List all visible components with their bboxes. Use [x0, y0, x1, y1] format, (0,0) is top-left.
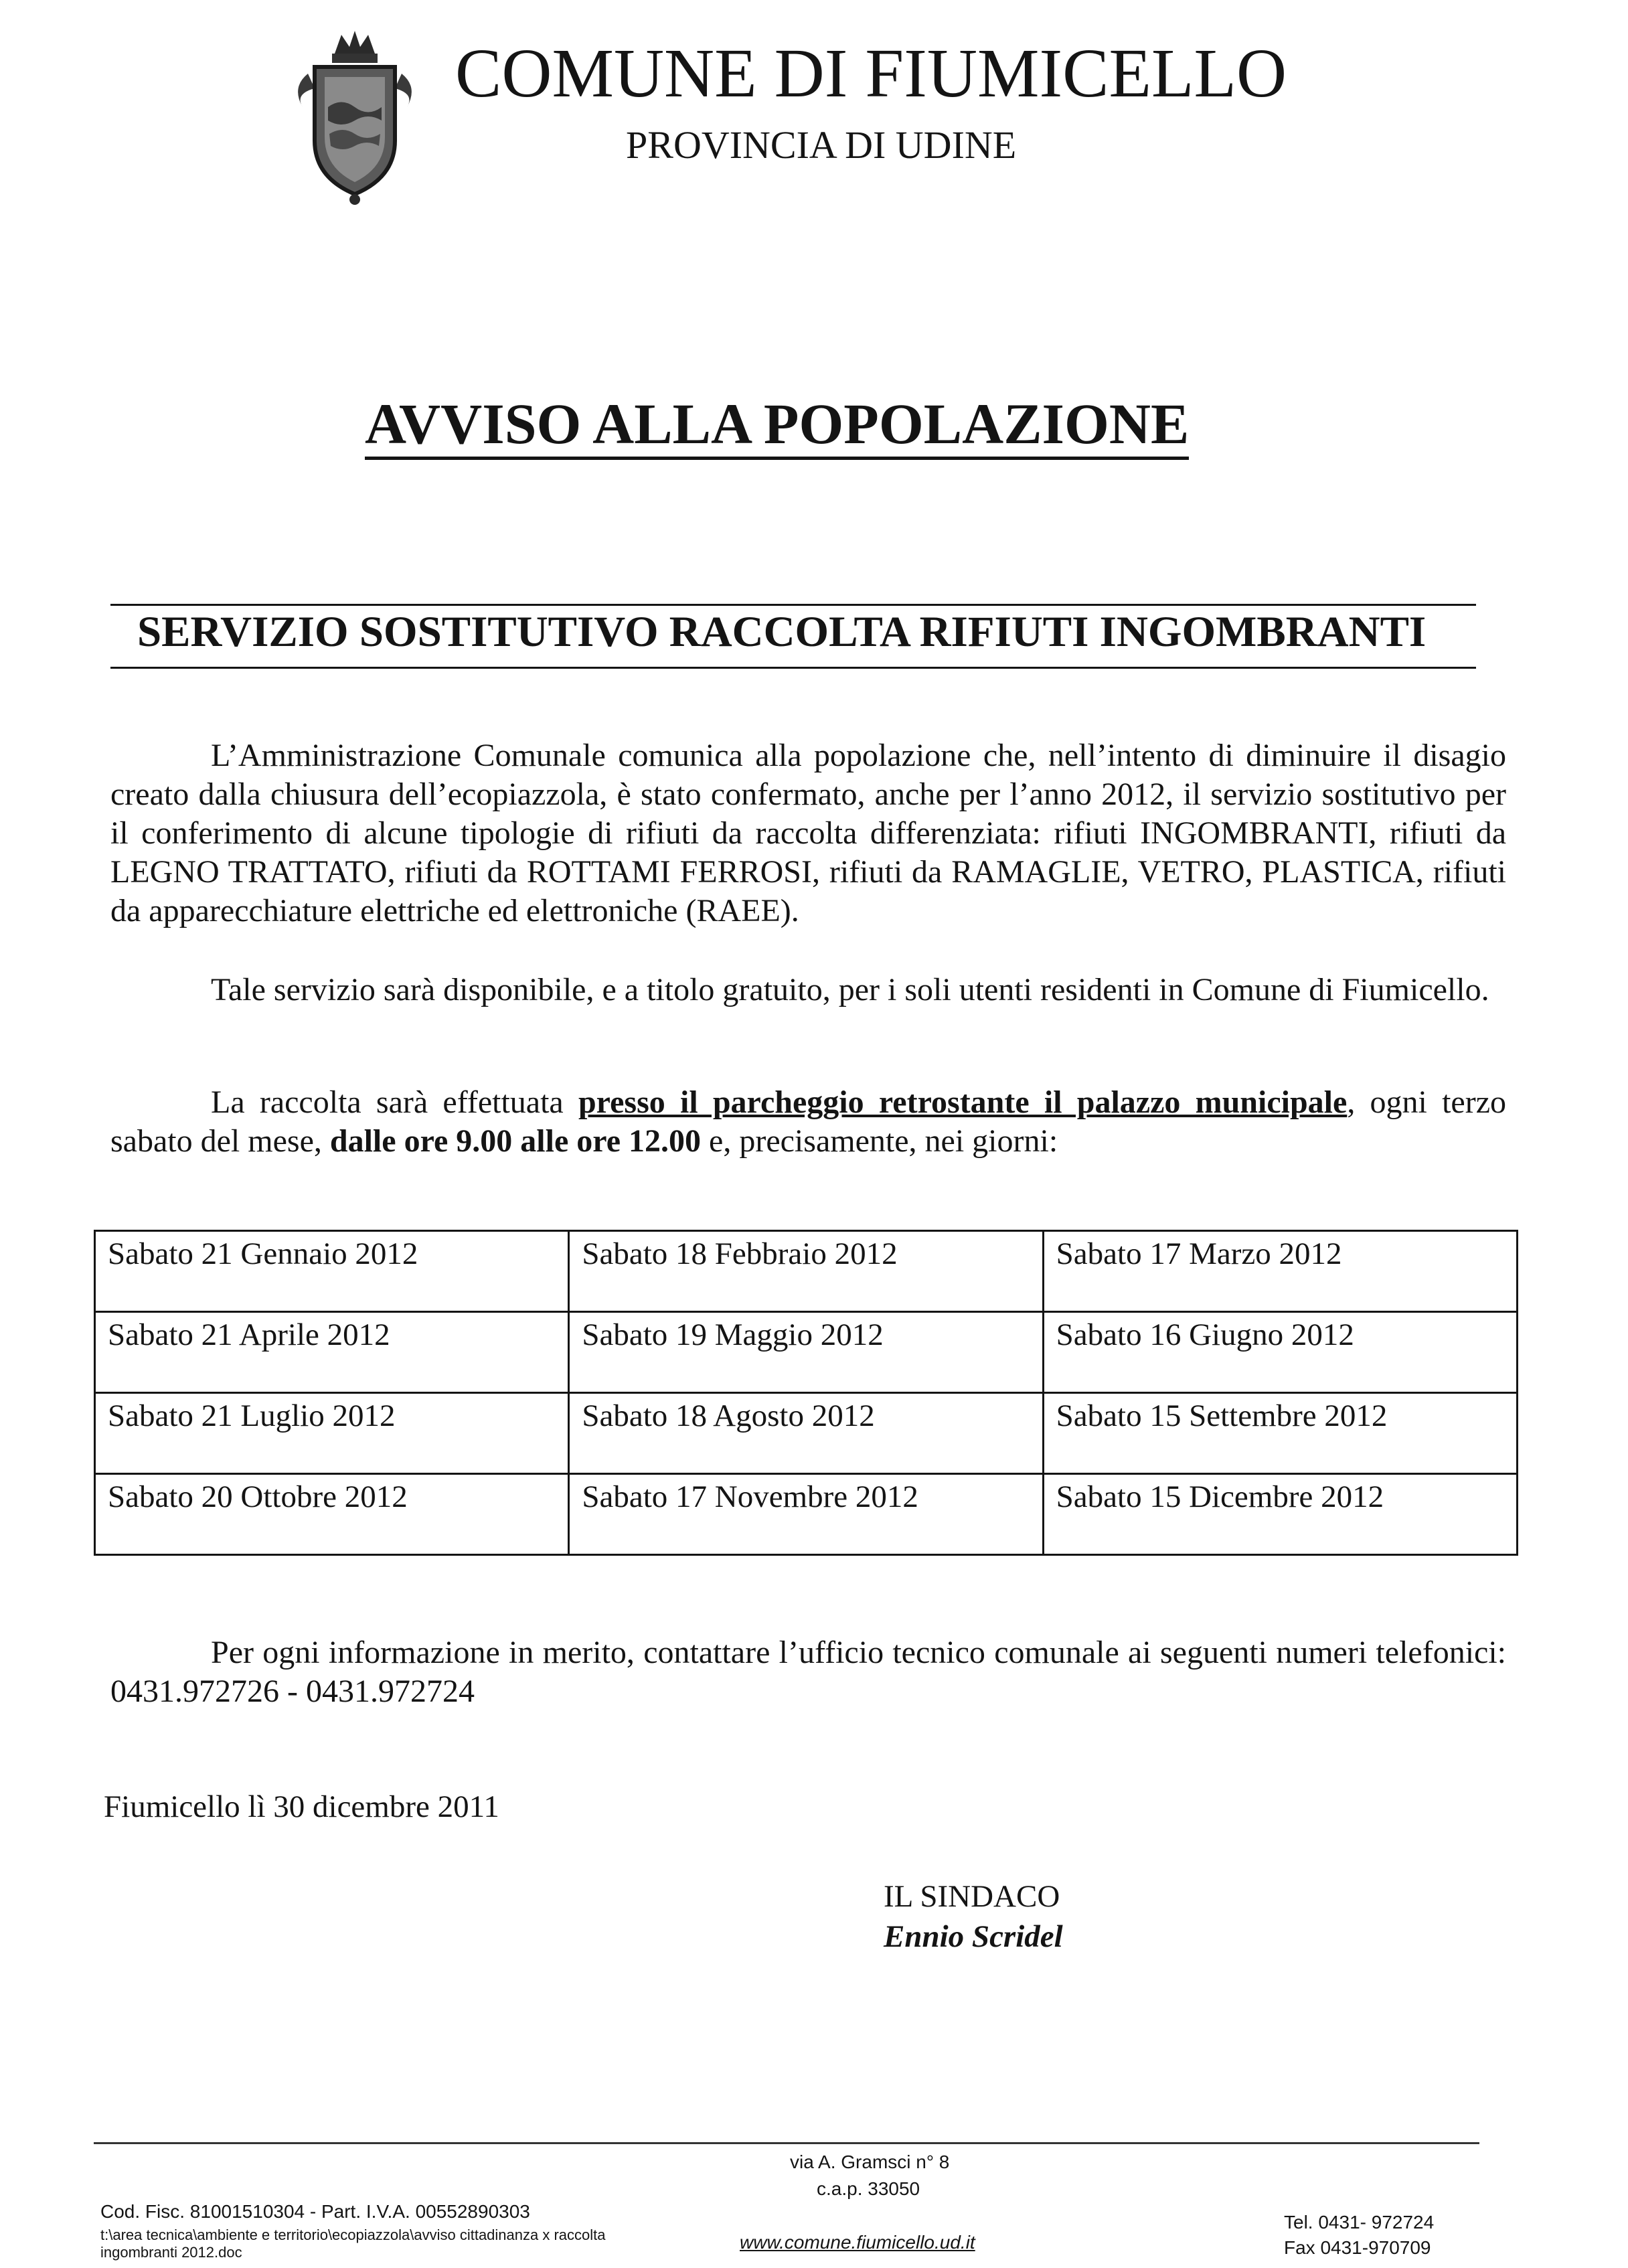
- collection-hours: dalle ore 9.00 alle ore 12.00: [329, 1123, 702, 1159]
- signatory-name: Ennio Scridel: [884, 1919, 1063, 1954]
- footer-divider: [94, 2142, 1479, 2144]
- schedule-date-cell: Sabato 18 Agosto 2012: [569, 1393, 1043, 1474]
- date-place-line: Fiumicello lì 30 dicembre 2011: [104, 1789, 499, 1824]
- table-row: [95, 1393, 1518, 1474]
- table-row: [95, 1312, 1518, 1393]
- collection-frequency: , ogni terzo sabato del mese,: [110, 1084, 1507, 1159]
- paragraph-contact-info: Per ogni informazione in merito, contattare l’ufficio tecnico comunale ai seguenti numeri telefonici: 0431.972726 - 0431.972724: [110, 1635, 1506, 1709]
- footer-fax: Fax 0431-970709: [1284, 2237, 1431, 2258]
- footer-website-link[interactable]: www.comune.fiumicello.ud.it: [740, 2232, 975, 2253]
- footer-tax-codes: Cod. Fisc. 81001510304 - Part. I.V.A. 00552890303: [100, 2201, 530, 2222]
- schedule-date-cell: Sabato 15 Dicembre 2012: [1043, 1474, 1517, 1555]
- table-row: [95, 1231, 1518, 1312]
- schedule-date-cell: Sabato 21 Gennaio 2012: [95, 1231, 569, 1312]
- province-subtitle: PROVINCIA DI UDINE: [626, 123, 1017, 167]
- table-row: [95, 1474, 1518, 1555]
- schedule-date-cell: Sabato 21 Aprile 2012: [95, 1312, 569, 1393]
- municipality-title: COMUNE DI FIUMICELLO: [455, 35, 1287, 112]
- collection-outro-text: e, precisamente, nei giorni:: [709, 1123, 1058, 1159]
- schedule-date-cell: Sabato 17 Novembre 2012: [569, 1474, 1043, 1555]
- divider: [110, 604, 1476, 606]
- signatory-title: IL SINDACO: [884, 1879, 1060, 1914]
- schedule-date-cell: Sabato 16 Giugno 2012: [1043, 1312, 1517, 1393]
- collection-schedule-table: [94, 1230, 1518, 1556]
- notice-title: AVVISO ALLA POPOLAZIONE: [365, 395, 1189, 460]
- collection-location: presso il parcheggio retrostante il palazzo municipale: [578, 1084, 1348, 1120]
- schedule-date-cell: Sabato 19 Maggio 2012: [569, 1312, 1043, 1393]
- schedule-date-cell: Sabato 17 Marzo 2012: [1043, 1231, 1517, 1312]
- footer-telephone: Tel. 0431- 972724: [1284, 2212, 1435, 2233]
- paragraph-availability: Tale servizio sarà disponibile, e a titolo gratuito, per i soli utenti residenti in Comune di Fiumicello.: [211, 972, 1489, 1007]
- schedule-date-cell: Sabato 21 Luglio 2012: [95, 1393, 569, 1474]
- municipal-coat-of-arms-icon: [288, 27, 422, 208]
- footer-file-path: t:\area tecnica\ambiente e territorio\ecopiazzola\avviso cittadinanza x raccolta ingombranti 2012.doc: [100, 2226, 606, 2261]
- schedule-date-cell: Sabato 20 Ottobre 2012: [95, 1474, 569, 1555]
- paragraph-announcement: L’Amministrazione Comunale comunica alla popolazione che, nell’intento di diminuire il disagio creato dalla chiusura dell’ecopiazzola, è stato confermato, anche per l’anno 2012, il servizio sostitutivo per il conferimento di alcune tipologie di rifiuti da raccolta differenziata: rifiuti INGOMBRANTI, rifiuti da LEGNO TRATTATO, rifiuti da ROTTAMI FERROSI, rifiuti da RAMAGLIE, VETRO, PLASTICA, rifiuti da apparecchiature elettriche ed elettroniche (RAEE).: [110, 738, 1506, 928]
- footer-address: via A. Gramsci n° 8: [790, 2152, 950, 2172]
- paragraph-collection-details: [110, 1083, 1506, 1161]
- footer-postal-code: c.a.p. 33050: [817, 2178, 920, 2199]
- service-title: SERVIZIO SOSTITUTIVO RACCOLTA RIFIUTI INGOMBRANTI: [137, 608, 1427, 656]
- divider: [110, 667, 1476, 669]
- collection-intro-text: La raccolta sarà effettuata: [211, 1084, 564, 1120]
- schedule-date-cell: Sabato 15 Settembre 2012: [1043, 1393, 1517, 1474]
- schedule-date-cell: Sabato 18 Febbraio 2012: [569, 1231, 1043, 1312]
